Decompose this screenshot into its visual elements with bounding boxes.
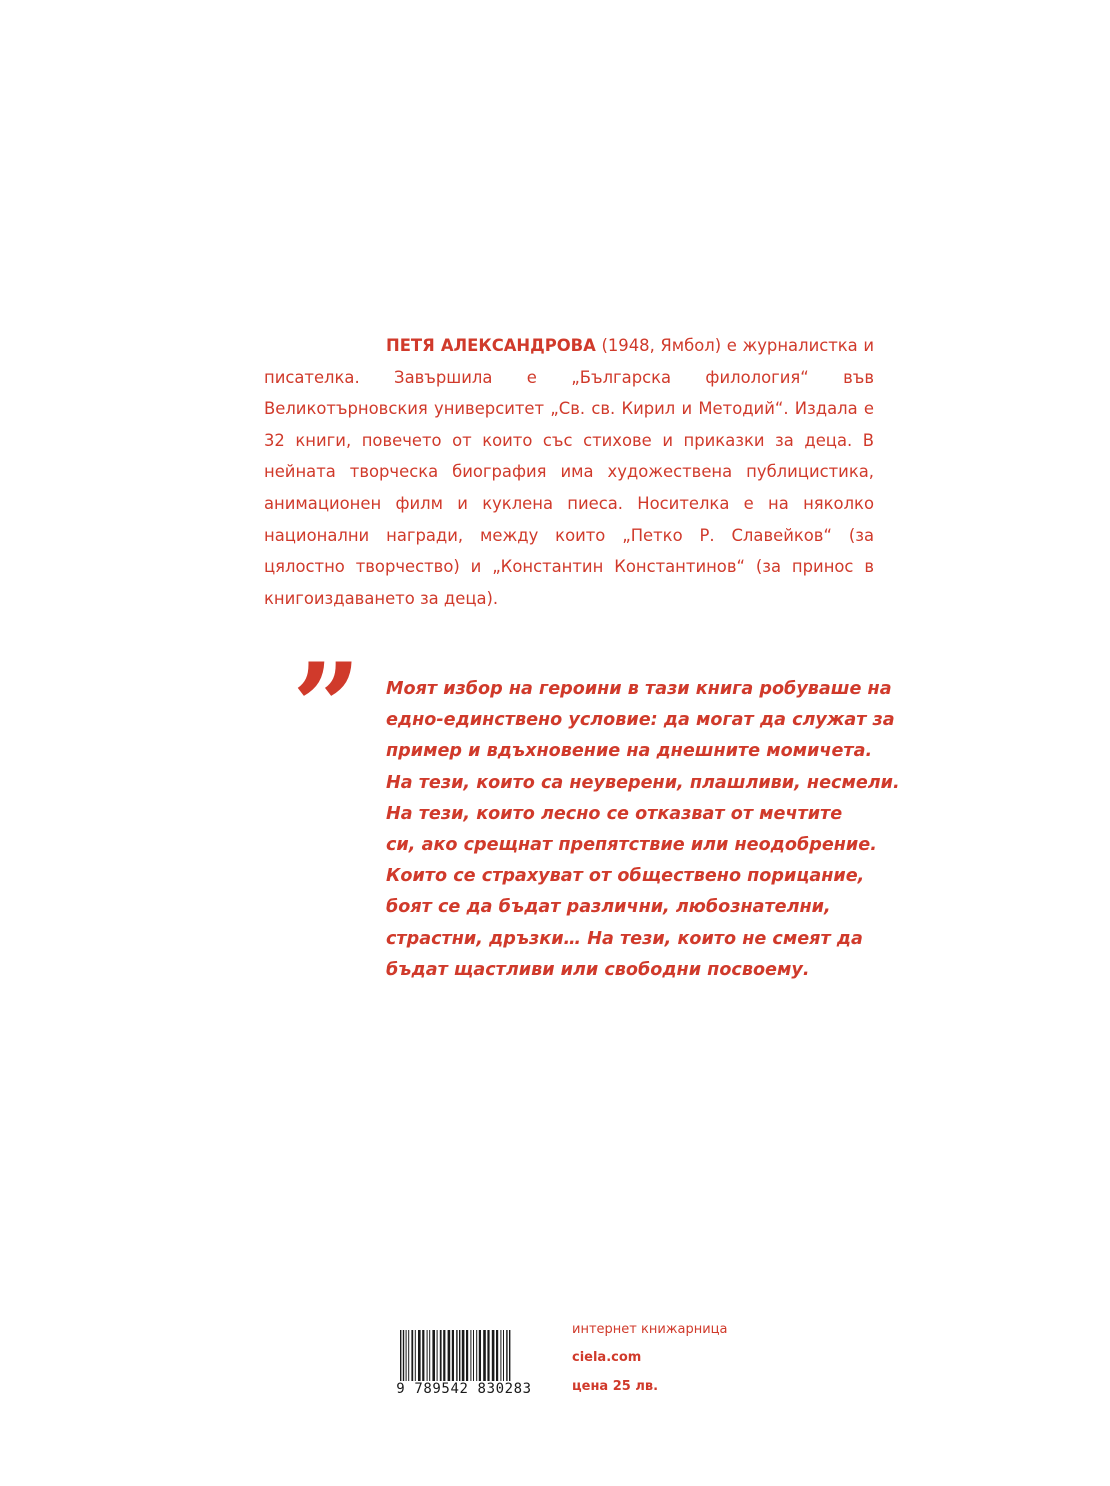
barcode-bar xyxy=(422,1330,424,1382)
barcode-bar xyxy=(415,1330,416,1382)
barcode-bar xyxy=(470,1330,471,1382)
quote-line: На тези, които са неуверени, плашливи, несмели. xyxy=(386,772,900,793)
barcode-bar xyxy=(476,1330,477,1382)
barcode-bar xyxy=(440,1330,442,1382)
quote-line: бъдат щастливи или свободни посвоему. xyxy=(386,959,810,980)
barcode-bar xyxy=(487,1330,489,1382)
barcode-bar xyxy=(408,1330,409,1382)
quote-line: На тези, които лесно се отказват от мечтите xyxy=(386,803,843,824)
barcode-bar xyxy=(466,1330,468,1382)
barcode-bar xyxy=(462,1330,465,1382)
barcode-digits: 9 789542 830283 xyxy=(386,1381,542,1397)
barcode-bar xyxy=(443,1330,445,1382)
bookstore-website: ciela.com xyxy=(572,1350,642,1365)
quote-line: страстни, дръзки… На тези, които не смеят да xyxy=(386,928,863,949)
barcode-bar xyxy=(473,1330,474,1382)
blurb-quote xyxy=(386,674,900,986)
barcode-bar xyxy=(492,1330,495,1382)
barcode-bar xyxy=(427,1330,428,1382)
barcode-bar xyxy=(496,1330,498,1382)
barcode-bar xyxy=(429,1330,430,1382)
quote-line: си, ако срещнат препятствие или неодобрение. xyxy=(386,835,877,856)
barcode-bar xyxy=(406,1330,407,1382)
barcode-bar xyxy=(418,1330,421,1382)
barcode-bar xyxy=(483,1330,486,1382)
quote-line: Моят избор на героини в тази книга робуваше на xyxy=(386,679,892,699)
quote-line: едно-единствено условие: да могат да служат за xyxy=(386,710,895,731)
barcode-bar xyxy=(503,1330,504,1382)
author-name: ПЕТЯ АЛЕКСАНДРОВА xyxy=(386,336,596,355)
barcode-bar xyxy=(500,1330,501,1382)
quote-line: Които се страхуват от обществено порицание, xyxy=(386,866,865,887)
barcode-bar xyxy=(432,1330,435,1382)
quote-line: боят се да бъдат различни, любознателни, xyxy=(386,897,831,918)
barcode-bar xyxy=(479,1330,481,1382)
price-label: цена 25 лв. xyxy=(572,1379,659,1394)
quote-line: пример и вдъхновение на днешните момичета. xyxy=(386,741,873,762)
barcode-bar xyxy=(448,1330,451,1382)
online-bookstore-label: интернет книжарница xyxy=(572,1322,728,1337)
barcode-bar xyxy=(411,1330,413,1382)
author-bio-text: (1948, Ямбол) е журналистка и писателка. Завършила е „Българска филология“ във Великотърновския университет „Св. св. Кирил и Методий“. Издала е 32 книги, повечето от които със стихове и приказки за деца. В нейната творческа биография има художествена публицистика, анимационен филм и куклена пиеса. Носителка е на няколко национални награди, между които „Петко Р. Славейков“ (за цялостно творчество) и „Константин Константинов“ (за принос в книгоиздаването за деца). xyxy=(264,336,874,608)
barcode-bar xyxy=(452,1330,454,1382)
barcode-bar xyxy=(437,1330,438,1382)
quote-mark-icon: ” xyxy=(292,637,362,778)
author-bio xyxy=(264,330,874,614)
